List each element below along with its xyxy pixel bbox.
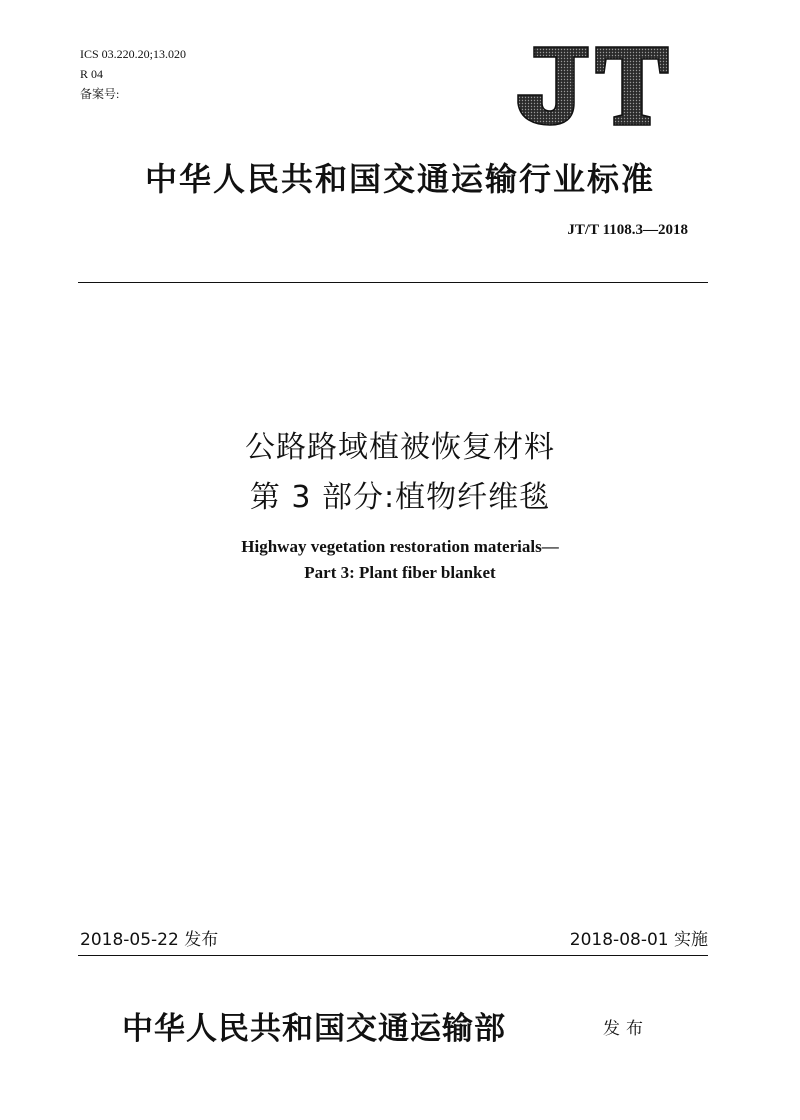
english-title-line-1: Highway vegetation restoration materials—	[241, 537, 559, 556]
standard-number: JT/T 1108.3—2018	[567, 222, 688, 238]
ics-code: ICS 03.220.20;13.020	[80, 47, 187, 61]
top-divider	[78, 282, 708, 283]
jt-logo	[512, 45, 670, 131]
agency-title: 中华人民共和国交通运输行业标准	[144, 160, 655, 198]
english-title-line-2: Part 3: Plant fiber blanket	[304, 563, 496, 582]
ccs-code: R 04	[80, 67, 104, 81]
implementation-date: 2018-08-01 实施	[569, 930, 708, 950]
record-number-label: 备案号:	[80, 87, 120, 101]
issue-date: 2018-05-22 发布	[80, 930, 219, 950]
publisher-action: 发布	[603, 1019, 649, 1039]
publisher-name: 中华人民共和国交通运输部	[122, 1011, 506, 1047]
chinese-title-line-2: 第 3 部分:植物纤维毯	[249, 480, 551, 515]
chinese-title-line-1: 公路路域植被恢复材料	[245, 430, 555, 465]
bottom-divider	[78, 955, 708, 956]
jt-logo-graphic	[512, 45, 670, 127]
classification-block	[80, 44, 186, 104]
